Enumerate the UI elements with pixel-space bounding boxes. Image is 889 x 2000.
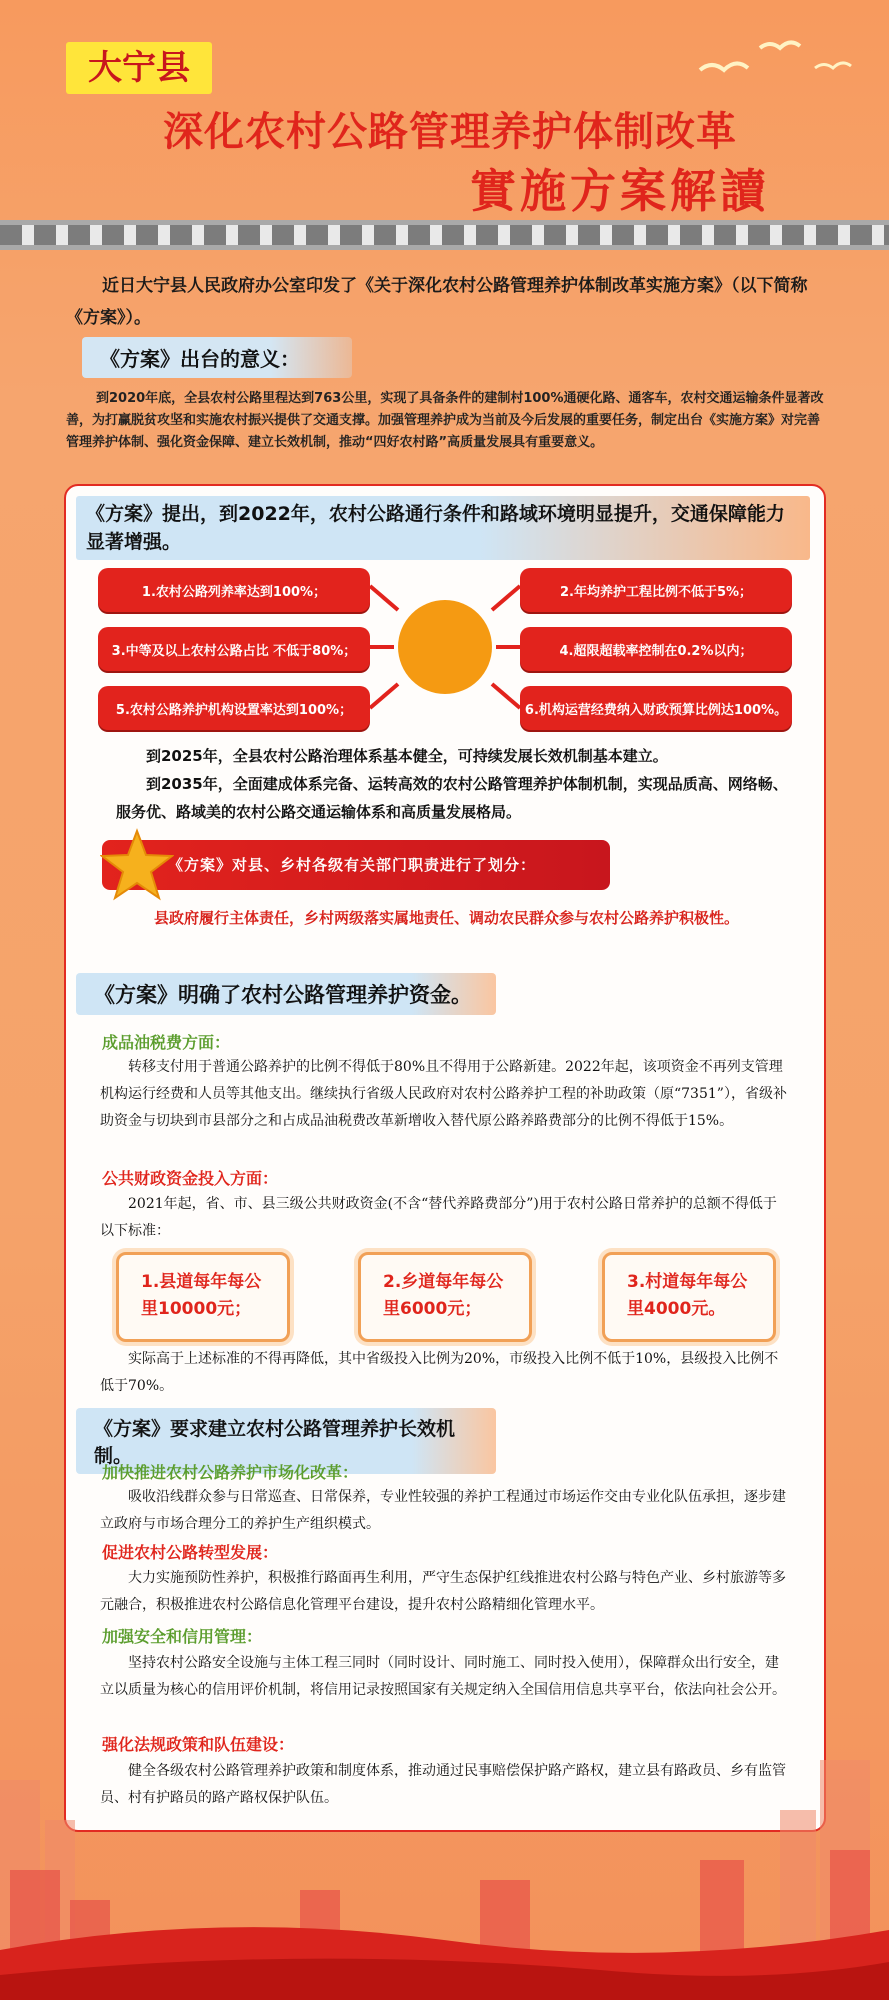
mechanism-item-title: 加快推进农村公路养护市场化改革：	[102, 1463, 359, 1482]
sun-icon	[398, 600, 492, 694]
road-divider	[0, 220, 889, 250]
mechanism-item-text: 大力实施预防性养护，积极推行路面再生利用，严守生态保护红线推进农村公路与特色产业、乡村旅游等多元融合，积极推进农村公路信息化管理平台建设，提升农村公路精细化管理水平。	[100, 1570, 786, 1613]
funding-sub2: 公共财政资金投入方面：	[102, 1169, 279, 1188]
goal-2025: 到2025年，全县农村公路治理体系基本健全，可持续发展长效机制基本建立。	[146, 747, 668, 765]
significance-body: 到2020年底，全县农村公路里程达到763公里，实现了具备条件的建制村100%通硬化路、通客车，农村交通运输条件显著改善，为打赢脱贫攻坚和实施农村振兴提供了交通支撑。加强管理养护成为当前及今后发展的重要任务，制定出台《实施方案》对完善管理养护体制、强化资金保障、建立长效机制，推动“四好农村路”高质量发展具有重要意义。	[66, 391, 824, 450]
mechanism-item-text: 坚持农村公路安全设施与主体工程三同时（同时设计、同时施工、同时投入使用），保障群众出行安全，建立以质量为核心的信用评价机制，将信用记录按照国家有关规定纳入全国信用信息共享平台，依法向社会公开。	[100, 1655, 786, 1698]
goal-item: 6.机构运营经费纳入财政预算比例达100%。	[520, 686, 792, 730]
goal-2035: 到2035年，全面建成体系完备、运转高效的农村公路管理养护体制机制，实现品质高、网络畅、服务优、路域美的农村公路交通运输体系和高质量发展格局。	[116, 775, 788, 821]
significance-heading: 《方案》出台的意义：	[82, 337, 352, 378]
goal-item: 5.农村公路养护机构设置率达到100%；	[98, 686, 370, 730]
page-subtitle: 實施方案解讀	[470, 164, 770, 218]
mechanism-item-text: 健全各级农村公路管理养护政策和制度体系，推动通过民事赔偿保护路产路权，建立县有路政员、乡有监管员、村有护路员的路产路权保护队伍。	[100, 1763, 786, 1806]
page-title: 深化农村公路管理养护体制改革	[163, 109, 737, 155]
mechanism-item-title: 促进农村公路转型发展：	[102, 1543, 279, 1562]
goal-item: 2.年均养护工程比例不低于5%；	[520, 568, 792, 612]
city-skyline-icon	[0, 1700, 889, 2000]
goal-item: 4.超限超载率控制在0.2%以内；	[520, 627, 792, 671]
county-tag: 大宁县	[66, 42, 212, 94]
standard-county-road: 1.县道每年每公里10000元；	[116, 1252, 290, 1342]
responsibility-text: 县政府履行主体责任，乡村两级落实属地责任、调动农民群众参与农村公路养护积极性。	[154, 909, 740, 927]
funding-para3: 实际高于上述标准的不得再降低，其中省级投入比例为20%，市级投入比例不低于10%，县级投入比例不低于70%。	[100, 1351, 779, 1394]
funding-heading: 《方案》明确了农村公路管理养护资金。	[76, 973, 496, 1015]
birds-icon	[690, 30, 860, 90]
standard-township-road: 2.乡道每年每公里6000元；	[358, 1252, 532, 1342]
star-icon	[100, 828, 174, 902]
goal-item: 3.中等及以上农村公路占比 不低于80%；	[98, 627, 370, 671]
intro-paragraph: 近日大宁县人民政府办公室印发了《关于深化农村公路管理养护体制改革实施方案》（以下简称《方案》）。	[66, 276, 808, 328]
mechanism-heading: 《方案》要求建立农村公路管理养护长效机制。	[76, 1408, 496, 1474]
mechanism-item-title: 加强安全和信用管理：	[102, 1627, 263, 1646]
funding-para1: 转移支付用于普通公路养护的比例不得低于80%且不得用于公路新建。2022年起，该项资金不再列支管理机构运行经费和人员等其他支出。继续执行省级人民政府对农村公路养护工程的补助政策（原“7351”），省级补助资金与切块到市县部分之和占成品油税费改革新增收入替代原公路养路费部分的比例不得低于15%。	[100, 1059, 787, 1129]
funding-para2: 2021年起，省、市、县三级公共财政资金(不含“替代养路费部分”)用于农村公路日常养护的总额不得低于以下标准：	[100, 1196, 777, 1239]
mechanism-item-text: 吸收沿线群众参与日常巡查、日常保养，专业性较强的养护工程通过市场运作交由专业化队伍承担，逐步建立政府与市场合理分工的养护生产组织模式。	[100, 1489, 786, 1532]
goal-item: 1.农村公路列养率达到100%；	[98, 568, 370, 612]
mechanism-item-title: 强化法规政策和队伍建设：	[102, 1735, 295, 1754]
funding-sub1: 成品油税费方面：	[102, 1033, 231, 1052]
standard-village-road: 3.村道每年每公里4000元。	[602, 1252, 776, 1342]
goals-heading: 《方案》提出，到2022年，农村公路通行条件和路域环境明显提升，交通保障能力显著增强。	[76, 496, 810, 560]
responsibility-banner: 《方案》对县、乡村各级有关部门职责进行了划分：	[102, 840, 610, 890]
